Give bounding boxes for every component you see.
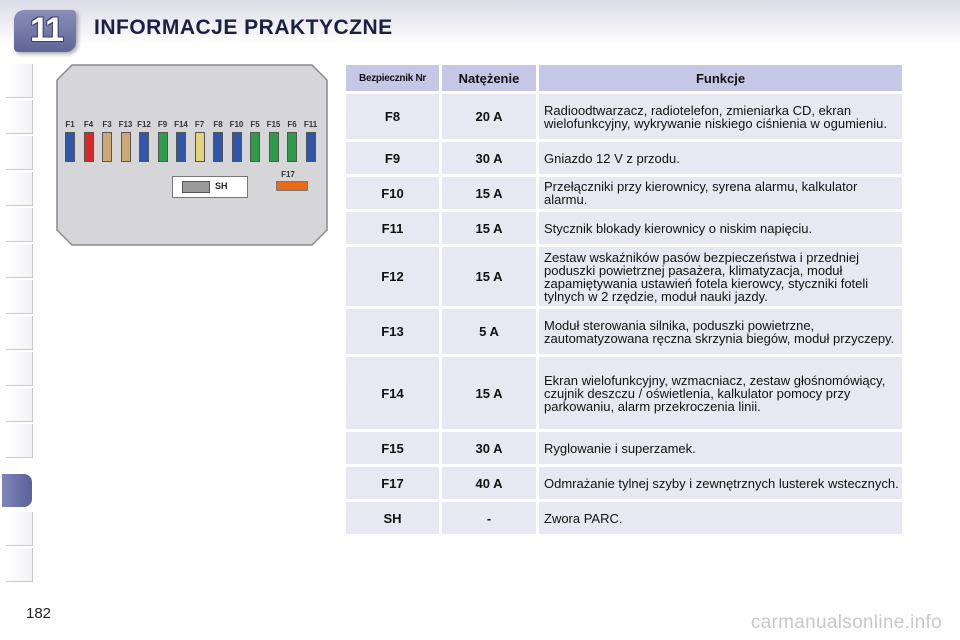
- fuse-amperage: 15 A: [442, 177, 536, 209]
- fuse-number: F10: [346, 177, 439, 209]
- fuse-amperage: -: [442, 502, 536, 534]
- fuse: [195, 132, 205, 162]
- table-row: [346, 467, 902, 499]
- fuse: [232, 132, 242, 162]
- fuse-label: F7: [194, 120, 205, 129]
- fuse-number: F13: [346, 309, 439, 354]
- chapter-tab-active[interactable]: [2, 474, 32, 507]
- fuse-function: Stycznik blokady kierownicy o niskim napięciu.: [539, 212, 902, 244]
- fuse-label: F10: [229, 120, 244, 129]
- fuse: [287, 132, 297, 162]
- header-amperage: Natężenie: [442, 65, 536, 91]
- table-row: [346, 177, 902, 209]
- fuse-amperage: 30 A: [442, 432, 536, 464]
- page-number: 182: [26, 605, 52, 622]
- chapter-tab[interactable]: [6, 316, 33, 350]
- fuse-label: F12: [137, 120, 151, 129]
- fuse-number: F14: [346, 357, 439, 429]
- fuse-function: Odmrażanie tylnej szyby i zewnętrznych lusterek wstecznych.: [539, 467, 902, 499]
- chapter-tab[interactable]: [6, 512, 33, 546]
- fuse-number: F17: [346, 467, 439, 499]
- chapter-tab[interactable]: [6, 424, 33, 458]
- chapter-tab[interactable]: [6, 548, 33, 582]
- page-title: INFORMACJE PRAKTYCZNE: [94, 16, 393, 39]
- chapter-tab[interactable]: [6, 388, 33, 422]
- chapter-number: 11: [30, 11, 62, 49]
- fuse-amperage: 5 A: [442, 309, 536, 354]
- fuse-function: Zestaw wskaźników pasów bezpieczeństwa i przedniej poduszki powietrznej pasażera, klimatyzacja, moduł zapamiętywania ustawień fotela kierowcy, styczniki foteli tylnych w 2 rzędzie, moduł nauki jazdy.: [539, 247, 902, 306]
- chapter-tabs: [0, 64, 40, 576]
- fuse-number: F15: [346, 432, 439, 464]
- fuse-label: F14: [174, 120, 188, 129]
- fuse-number: F8: [346, 94, 439, 139]
- table-row: [346, 432, 902, 464]
- table-body: [346, 94, 902, 534]
- shunt-sh: [172, 176, 248, 198]
- table-header-row: [346, 65, 902, 91]
- fuse: [158, 132, 168, 162]
- watermark: carmanualsonline.info: [750, 612, 942, 633]
- chapter-tab[interactable]: [6, 280, 33, 314]
- fuse-function: Gniazdo 12 V z przodu.: [539, 142, 902, 174]
- fuse-number: F12: [346, 247, 439, 306]
- fuse-amperage: 20 A: [442, 94, 536, 139]
- fuse-label: F11: [303, 120, 318, 129]
- fuse: [84, 132, 94, 162]
- fuse-label: F3: [102, 120, 112, 129]
- fuse-label: F15: [266, 120, 281, 129]
- fuse: [213, 132, 223, 162]
- chapter-tab[interactable]: [6, 208, 33, 242]
- header-fuse-number: Bezpiecznik Nr: [346, 65, 439, 91]
- fuse: [269, 132, 279, 162]
- fuse-label: F5: [250, 120, 260, 129]
- fuse-amperage: 15 A: [442, 247, 536, 306]
- fuse: [121, 132, 131, 162]
- chapter-tab[interactable]: [6, 352, 33, 386]
- fuse-function: Radioodtwarzacz, radiotelefon, zmieniarka CD, ekran wielofunkcyjny, wykrywanie niskiego ciśnienia w ogumieniu.: [539, 94, 902, 139]
- chapter-tab[interactable]: [6, 136, 33, 170]
- fuse-amperage: 30 A: [442, 142, 536, 174]
- fuse-label-f17: F17: [281, 170, 295, 179]
- fuse-number: F9: [346, 142, 439, 174]
- fuse: [65, 132, 75, 162]
- chapter-tab[interactable]: [6, 64, 33, 98]
- table-row: [346, 357, 902, 429]
- fuse-label: F4: [83, 120, 94, 129]
- chapter-tab[interactable]: [6, 100, 33, 134]
- fuse-function: Przełączniki przy kierownicy, syrena alarmu, kalkulator alarmu.: [539, 177, 902, 209]
- shunt-label: SH: [215, 181, 228, 191]
- fuse-label: F6: [287, 120, 297, 129]
- fuse-label: F8: [213, 120, 223, 129]
- fuse: [176, 132, 186, 162]
- fuse-function: Zwora PARC.: [539, 502, 902, 534]
- fuse-number: F11: [346, 212, 439, 244]
- fuse-amperage: 15 A: [442, 357, 536, 429]
- fuse-function: Moduł sterowania silnika, poduszki powietrzne, zautomatyzowana ręczna skrzynia biegów, moduł przyczepy.: [539, 309, 902, 354]
- fuse: [102, 132, 112, 162]
- fuse-function: Ekran wielofunkcyjny, wzmacniacz, zestaw głośnomówiący, czujnik deszczu / oświetlenia, kalkulator pomocy przy parkowaniu, alarm przekroczenia linii.: [539, 357, 902, 429]
- fuse-amperage: 15 A: [442, 212, 536, 244]
- table-row: [346, 309, 902, 354]
- chapter-tab[interactable]: [6, 172, 33, 206]
- fuse-amperage: 40 A: [442, 467, 536, 499]
- shunt-connector: [182, 181, 210, 193]
- header-functions: Funkcje: [539, 65, 902, 91]
- fuse-function: Ryglowanie i superzamek.: [539, 432, 902, 464]
- fuse: [250, 132, 260, 162]
- fuse-label: F1: [65, 120, 75, 129]
- fuse-f17: [276, 181, 308, 191]
- fuse-label: F13: [118, 120, 133, 129]
- fuse-table: [343, 62, 905, 537]
- chapter-tab[interactable]: [6, 244, 33, 278]
- table-row: [346, 502, 902, 534]
- table-row: [346, 212, 902, 244]
- table-row: [346, 247, 902, 306]
- table-row: [346, 94, 902, 139]
- table-row: [346, 142, 902, 174]
- fuse-label: F9: [157, 120, 168, 129]
- fuse-box-diagram: [56, 64, 328, 246]
- fuse-number: SH: [346, 502, 439, 534]
- fuse: [139, 132, 149, 162]
- fuse: [306, 132, 316, 162]
